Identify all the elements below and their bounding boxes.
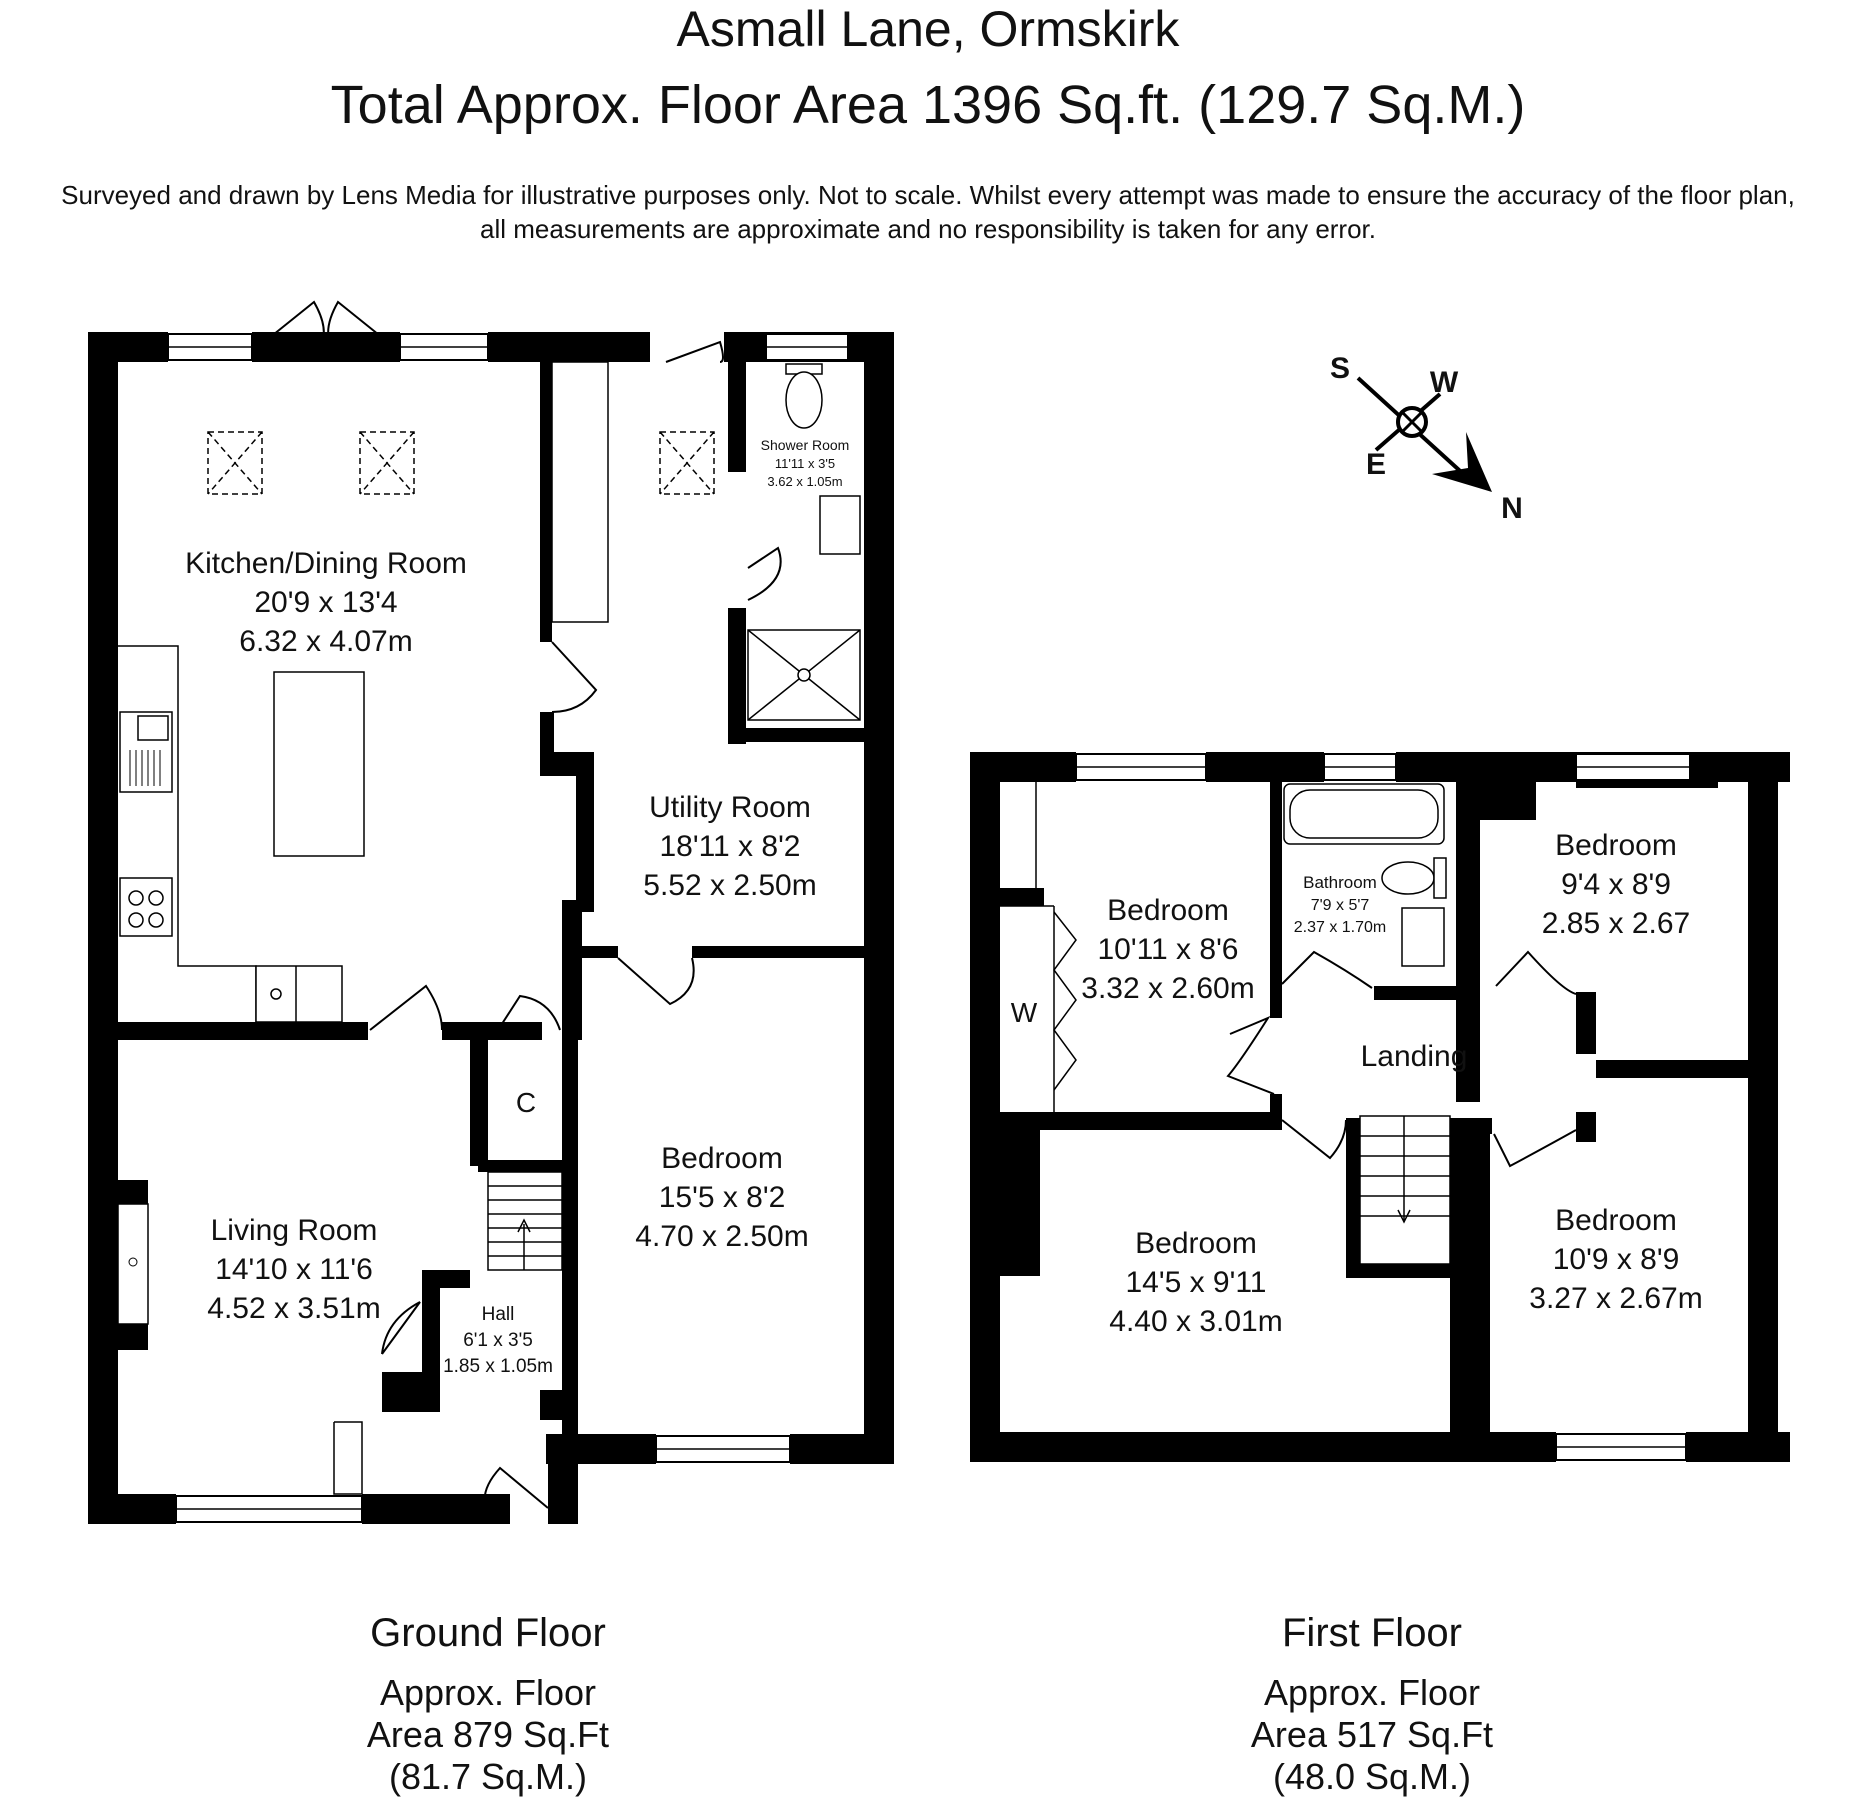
first-floor-area-line-2: Area 517 Sq.Ft — [1250, 1714, 1494, 1755]
bathroom-imperial: 7'9 x 5'7 — [1310, 897, 1370, 914]
ground-floor-area-line-3: (81.7 Sq.M.) — [388, 1756, 588, 1797]
bathroom-label: Bathroom — [1303, 873, 1377, 892]
fireplace — [118, 1204, 148, 1324]
hall-label: Hall — [481, 1304, 515, 1325]
skylights — [208, 432, 714, 494]
hall-metric: 1.85 x 1.05m — [443, 1356, 553, 1377]
ground-floor-area-line-2: Area 879 Sq.Ft — [366, 1714, 610, 1755]
bedroom-3-label: Bedroom — [1135, 1227, 1257, 1260]
bathroom-metric: 2.37 x 1.70m — [1293, 919, 1387, 936]
living-imperial: 14'10 x 11'6 — [215, 1253, 373, 1286]
living-metric: 4.52 x 3.51m — [207, 1292, 381, 1325]
utility-imperial: 18'11 x 8'2 — [659, 830, 801, 863]
bedroom-3-imperial: 14'5 x 9'11 — [1125, 1266, 1267, 1299]
disclaimer-line-2: all measurements are approximate and no responsibility is taken for any error. — [480, 214, 1376, 244]
compass-s: S — [1329, 352, 1351, 385]
wardrobe-label: W — [1010, 997, 1038, 1028]
ground-floor-plan — [88, 302, 894, 1524]
utility-label: Utility Room — [649, 791, 811, 824]
ground-bedroom-label: Bedroom — [661, 1142, 783, 1175]
kitchen-metric: 6.32 x 4.07m — [239, 625, 413, 658]
toilet-icon — [1382, 862, 1434, 894]
utility-metric: 5.52 x 2.50m — [643, 869, 817, 902]
compass-w: W — [1429, 366, 1459, 399]
landing-label: Landing — [1360, 1040, 1468, 1073]
compass-e: E — [1365, 448, 1387, 481]
ground-bedroom-metric: 4.70 x 2.50m — [635, 1220, 809, 1253]
bedroom-1-label: Bedroom — [1107, 894, 1229, 927]
hob-icon — [120, 878, 172, 936]
ground-floor-area-line-1: Approx. Floor — [379, 1672, 597, 1713]
basin-icon — [1402, 908, 1444, 966]
utility-worktop — [552, 362, 608, 622]
kitchen-units — [118, 646, 364, 1022]
ground-floor-heading: Ground Floor — [370, 1611, 606, 1655]
bedroom-4-imperial: 10'9 x 8'9 — [1552, 1243, 1680, 1276]
basin-icon — [820, 496, 860, 554]
total-floor-area: Total Approx. Floor Area 1396 Sq.ft. (129.7 Sq.M.) — [330, 75, 1526, 135]
wardrobe — [1000, 782, 1076, 1112]
north-arrow-icon — [1432, 432, 1492, 492]
property-title: Asmall Lane, Ormskirk — [676, 1, 1180, 57]
ground-floor-summary — [288, 1612, 688, 1798]
disclaimer-line-1: Surveyed and drawn by Lens Media for illustrative purposes only. Not to scale. Whilst every attempt was made to ensure the accuracy of the floor plan, — [61, 180, 1795, 210]
shower-metric: 3.62 x 1.05m — [767, 474, 843, 489]
kitchen-label: Kitchen/Dining Room — [185, 547, 467, 580]
shower-label: Shower Room — [760, 437, 850, 453]
kitchen-island — [274, 672, 364, 856]
kitchen-imperial: 20'9 x 13'4 — [254, 586, 398, 619]
bedroom-4-label: Bedroom — [1555, 1204, 1677, 1237]
bedroom-2-label: Bedroom — [1555, 829, 1677, 862]
bedroom-1-imperial: 10'11 x 8'6 — [1097, 933, 1239, 966]
bedroom-4-metric: 3.27 x 2.67m — [1529, 1282, 1703, 1315]
bedroom-3-metric: 4.40 x 3.01m — [1109, 1305, 1283, 1338]
first-floor-area-line-3: (48.0 Sq.M.) — [1272, 1756, 1472, 1797]
ground-bedroom-imperial: 15'5 x 8'2 — [658, 1181, 786, 1214]
first-floor-heading: First Floor — [1282, 1611, 1462, 1655]
shower-room-fixtures — [748, 364, 860, 720]
first-floor-summary — [1172, 1612, 1572, 1798]
hall-imperial: 6'1 x 3'5 — [463, 1330, 533, 1351]
compass-icon — [1330, 352, 1523, 525]
bedroom-2-metric: 2.85 x 2.67 — [1541, 907, 1691, 940]
bedroom-2-imperial: 9'4 x 8'9 — [1561, 868, 1671, 901]
first-floor-plan — [970, 752, 1790, 1462]
cupboard-label: C — [515, 1087, 537, 1118]
compass-n: N — [1501, 492, 1523, 525]
toilet-icon — [786, 372, 822, 428]
first-floor-stairs — [1360, 1116, 1450, 1264]
ground-floor-stairs — [488, 1172, 562, 1270]
first-floor-area-line-1: Approx. Floor — [1263, 1672, 1481, 1713]
bedroom-1-metric: 3.32 x 2.60m — [1081, 972, 1255, 1005]
living-label: Living Room — [210, 1214, 378, 1247]
shower-imperial: 11'11 x 3'5 — [774, 456, 836, 471]
